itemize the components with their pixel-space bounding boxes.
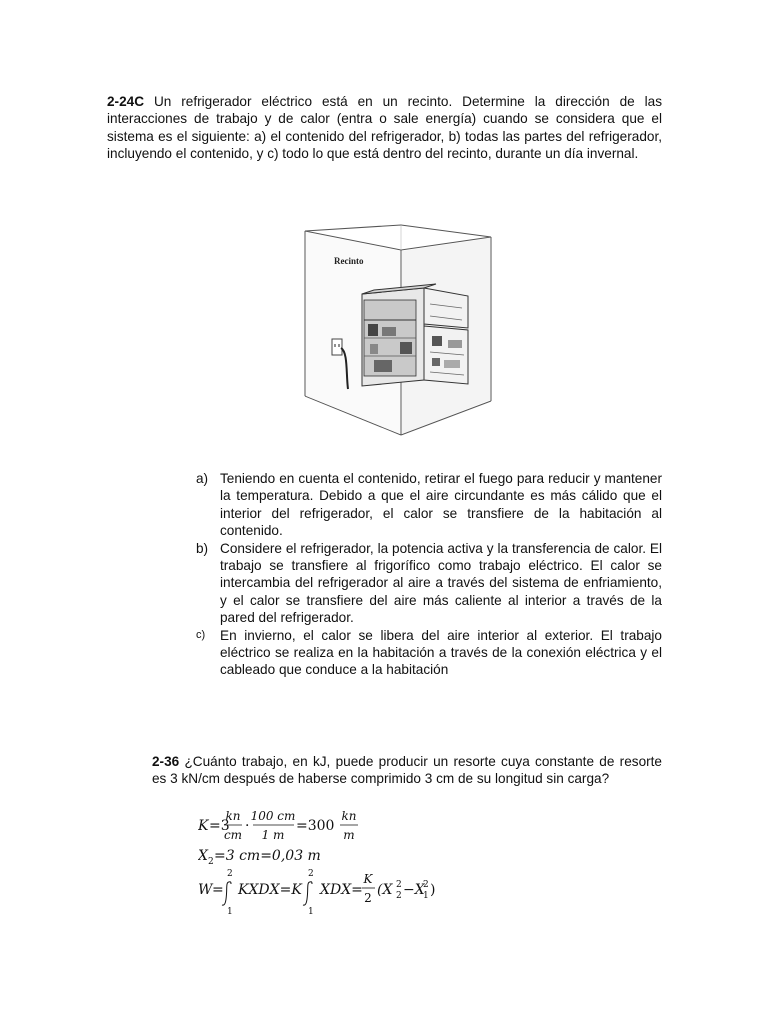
eq3-int2-upper: 2 <box>308 869 314 879</box>
eq3-int2-lower: 1 <box>308 907 314 917</box>
eq3-lhs: W <box>198 882 213 898</box>
eq1-equals-300: =300 <box>296 818 335 834</box>
problem-text: Un refrigerador eléctrico está en un recinto. Determine la dirección de las interacciones de trabajo y de calor (entra o sale energía) cuando se considera que el sistema es el siguiente: a) el contenido del refrigerador, b) todas las partes del refrigerador, incluyendo el contenido, y c) todo lo que está dentro del recinto, durante un día invernal. <box>107 94 662 162</box>
problem-number: 2-24C <box>107 94 145 109</box>
equation-work <box>198 869 435 917</box>
eq3-frac-num: K <box>363 872 373 886</box>
eq1-frac3-num: kn <box>341 809 357 823</box>
answer-text: Teniendo en cuenta el contenido, retirar el fuego para reducir y mantener la temperatura. Debido a que el aire circundante es más cálido que el interior del refrigerador, el calor se transfiere de la habitación al contenido. <box>220 471 662 539</box>
problem-statement-2-36 <box>152 753 662 788</box>
problem-text: ¿Cuánto trabajo, en kJ, puede producir un resorte cuya constante de resorte es 3 kN/cm después de haberse comprimido 3 cm de su longitud sin carga? <box>152 754 662 787</box>
answer-text: Considere el refrigerador, la potencia activa y la transferencia de calor. El trabajo se transfiere al frigorífico como trabajo eléctrico. El calor se intercambia del refrigerador al aire a través del sistema de enfriamiento, y el calor se transfiere del aire más caliente al interior a través de la pared del refrigerador. <box>220 540 662 626</box>
eq1-equals: =3 <box>209 818 230 834</box>
eq1-frac1-den: cm <box>223 828 243 842</box>
eq2-rest: =3 cm=0,03 m <box>214 848 321 864</box>
answer-text: En invierno, el calor se libera del aire interior al exterior. El trabajo eléctrico se realiza en la habitación a través de la conexión eléctrica y el cableado que conduce a la habitación <box>220 627 662 678</box>
eq1-dot: · <box>245 818 250 834</box>
eq3-int1-upper: 2 <box>227 869 233 879</box>
eq3-int1-lower: 1 <box>227 907 233 917</box>
answer-list <box>196 470 662 679</box>
eq2-sub: 2 <box>208 857 214 867</box>
equation-spring-constant <box>198 809 358 842</box>
equation-displacement <box>198 848 321 867</box>
eq3-paren-close: ) <box>430 882 436 898</box>
refrigerator-illustration <box>304 224 492 436</box>
answer-marker: b) <box>196 540 209 556</box>
eq1-frac2-den: 1 m <box>261 828 285 842</box>
eq3-sup-b: 2 <box>423 880 429 890</box>
eq1-frac2-num: 100 cm <box>250 809 296 823</box>
figure-label-recinto: Recinto <box>334 256 364 266</box>
solution-equations <box>198 806 498 918</box>
eq3-frac-den: 2 <box>364 891 372 905</box>
eq3-sub-b: 1 <box>423 891 429 901</box>
eq1-frac3-den: m <box>343 828 355 842</box>
eq3-body2: XDX= <box>320 882 363 898</box>
eq2-var: X <box>198 848 208 864</box>
answer-marker: c) <box>196 628 206 641</box>
eq3-body1: KXDX=K <box>238 882 302 898</box>
answer-item-b <box>196 540 662 627</box>
refrigerator-in-room-figure <box>304 224 492 436</box>
eq3-equals: = <box>212 882 224 898</box>
eq1-lhs: K <box>198 818 209 834</box>
equation-block <box>198 806 498 918</box>
problem-number: 2-36 <box>152 754 180 769</box>
eq3-sub-a: 2 <box>396 891 402 901</box>
eq3-paren-open: (X <box>377 882 393 898</box>
eq1-frac1-num: kn <box>225 809 241 823</box>
eq3-minus: −X <box>403 882 425 898</box>
answer-item-c <box>196 627 662 679</box>
eq3-sup-a: 2 <box>396 880 402 890</box>
answer-item-a <box>196 470 662 540</box>
problem-statement-2-24c <box>107 93 662 163</box>
answer-marker: a) <box>196 471 209 486</box>
